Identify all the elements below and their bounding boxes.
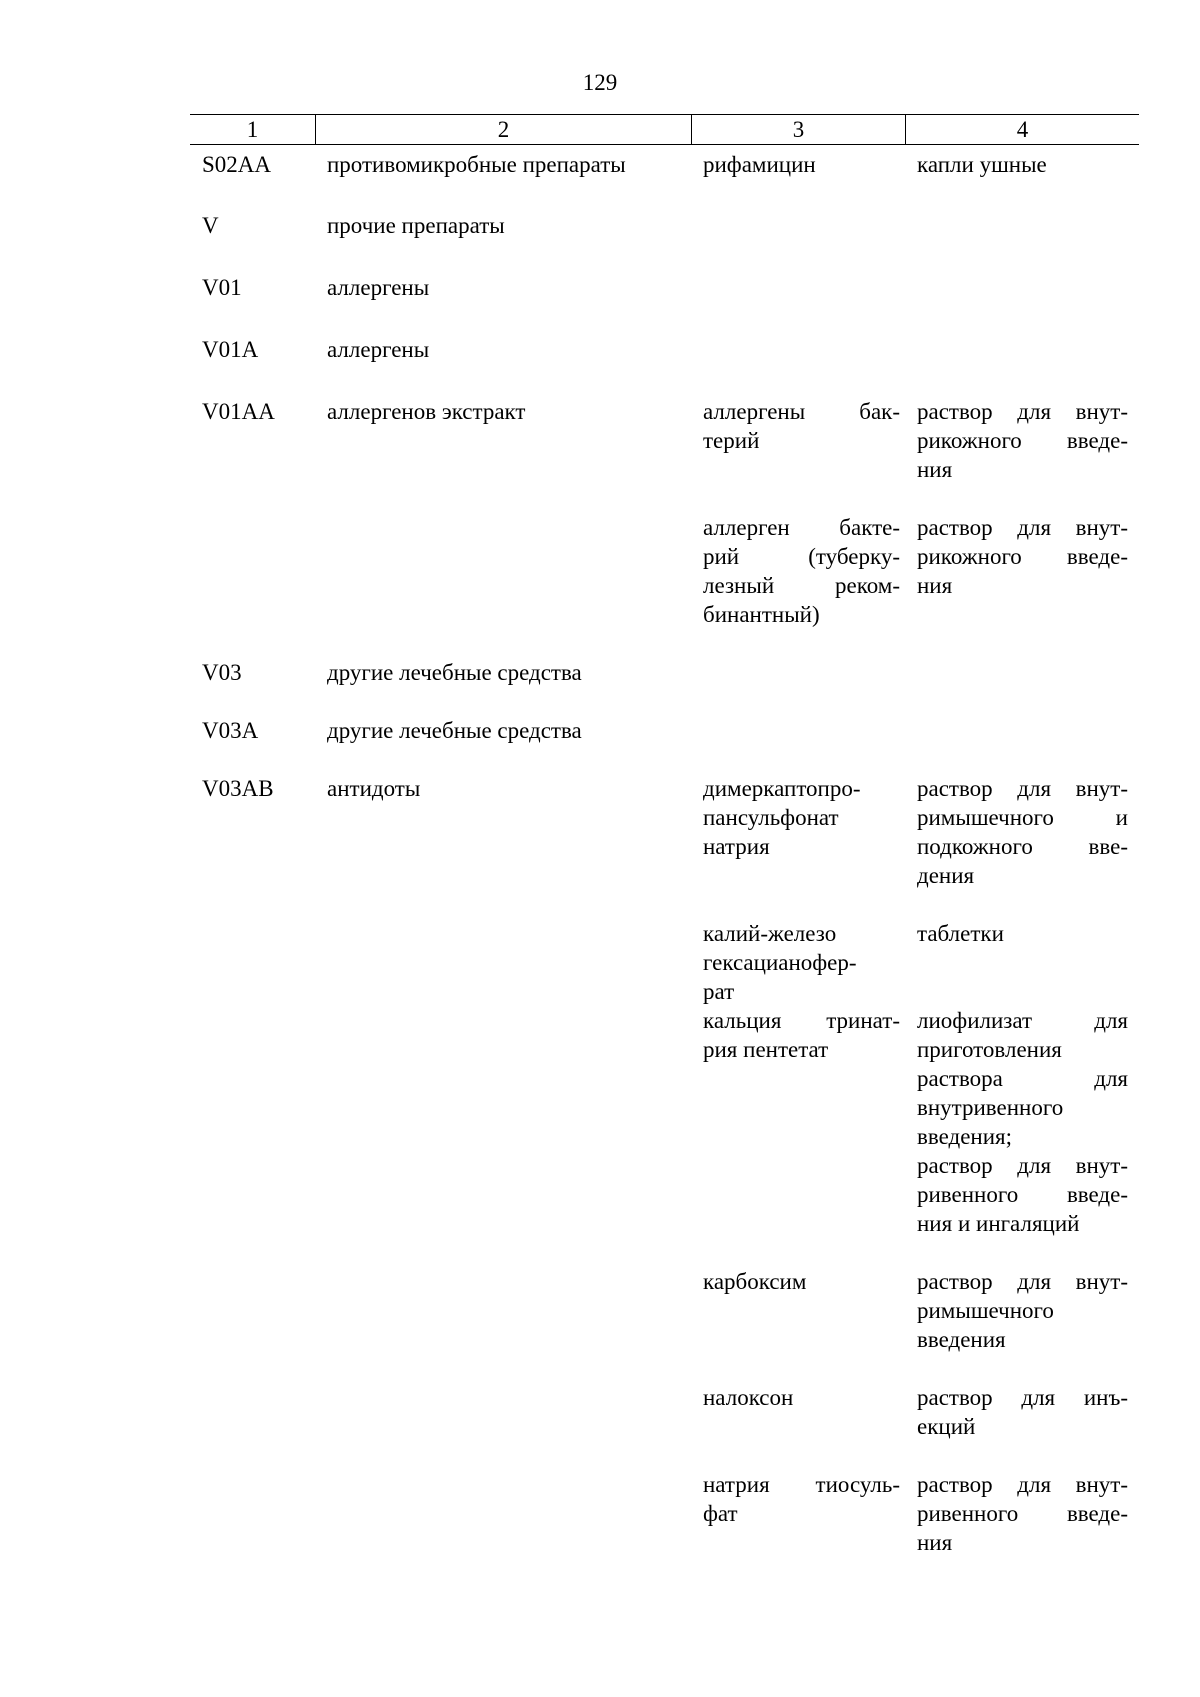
atc-code: V03A [202,718,259,743]
group-name: прочие препараты [327,213,505,238]
atc-code: V01AA [202,399,275,424]
header-col-4: 4 [905,115,1139,144]
substance-name: рифамицин [703,152,816,177]
group-name: другие лечебные средства [327,660,582,685]
substance-name: натрия тиосуль- фат [703,1472,900,1526]
group-name: антидоты [327,776,421,801]
dosage-form: раствор для инъ- екций [917,1385,1128,1439]
atc-code: V01A [202,337,259,362]
atc-code: S02AA [202,152,272,177]
group-name: другие лечебные средства [327,718,582,743]
page-number: 129 [582,70,618,95]
atc-code: V [202,213,219,238]
dosage-form: раствор для внут- ривенного введе- ния [917,1472,1128,1555]
dosage-form: таблетки [917,921,1004,946]
substance-name: калий-железо гексацианофер- рат [703,921,857,1004]
header-col-3: 3 [691,115,905,144]
group-name: аллергены [327,275,430,300]
substance-name: аллергены бак- терий [703,399,900,453]
atc-code: V01 [202,275,242,300]
header-col-2: 2 [315,115,691,144]
group-name: противомикробные препараты [327,152,626,177]
header-col-1: 1 [246,117,259,142]
group-name: аллергены [327,337,430,362]
dosage-form: раствор для внут- римышечного и подкожного вве- дения [917,776,1128,888]
substance-name: карбоксим [703,1269,807,1294]
dosage-form: раствор для внут- рикожного введе- ния [917,399,1128,482]
substance-name: кальция тринат- рия пентетат [703,1008,900,1062]
substance-name: налоксон [703,1385,794,1410]
atc-code: V03AB [202,776,274,801]
dosage-form: раствор для внут- римышечного введения [917,1269,1128,1352]
table-header [190,114,1139,145]
group-name: аллергенов экстракт [327,399,526,424]
dosage-form: лиофилизат для приготовления раствора для внутривенного введения; раствор для внут- ривенного введе- ния и ингаляций [917,1008,1128,1236]
dosage-form: капли ушные [917,152,1047,177]
substance-name: аллерген бакте- рий (туберку- лезный реком- бинантный) [703,515,900,627]
substance-name: димеркаптопро- пансульфонат натрия [703,776,861,859]
dosage-form: раствор для внут- рикожного введе- ния [917,515,1128,598]
atc-code: V03 [202,660,242,685]
